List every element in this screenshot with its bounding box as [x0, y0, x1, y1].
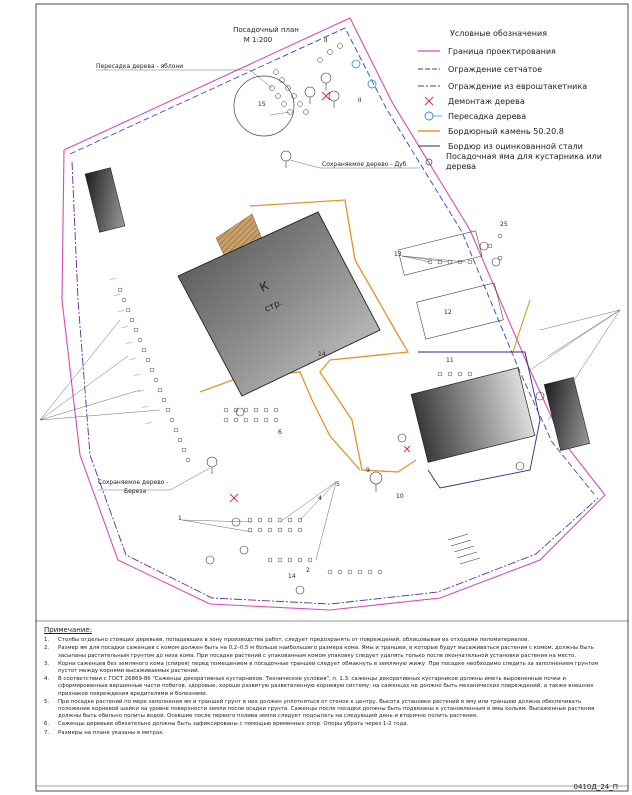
legend-label-boundary: Граница проектирования [448, 47, 556, 56]
note-number: 4. [44, 676, 50, 683]
house-subtext: стр. [263, 297, 285, 315]
border-stone-path-3 [512, 300, 530, 355]
plan-title: Посадочный план [233, 26, 299, 34]
legend-label-demolish: Демонтаж дерева [448, 97, 525, 106]
shed-dark-left [85, 168, 125, 233]
label-number-5: 5 [336, 481, 340, 488]
note-text: При посадке растений по мере заполнения ям и траншей грунт в них должен уплотняться от стенок к центру. Высота установки растений в яму или траншею должна обеспечивать положение корневой шейки на уровне поверхности земли после осадки грунта. Саженцы после посадки должны быть подвязаны к установленным в ямы кольям. Высаженные растения должны быть обильно политы водой. Осевшие после первого полива земли следует подсыпать на следующий день и вторично полить растения. [58, 698, 595, 720]
label-number-13: 13 [394, 251, 402, 258]
label-number-25: 25 [500, 221, 508, 228]
legend-item-mesh-fence [418, 65, 542, 74]
label-number-10: 10 [396, 493, 404, 500]
legend-item-steel-border [418, 142, 583, 151]
legend-label-planting-pit: Посадочная яма для кустарника или дерева [446, 152, 602, 171]
legend-label-transplant: Пересадка дерева [448, 112, 527, 121]
legend-label-steel-border: Бордюр из оцинкованной стали [448, 142, 583, 151]
label-transplant-apple: Пересадка дерева - яблони [96, 63, 184, 70]
legend [418, 29, 626, 176]
label-roman-2b: II [358, 97, 362, 104]
note-item [44, 676, 614, 698]
legend-item-euro-fence [418, 82, 587, 91]
label-roman-2a: II [324, 37, 328, 44]
legend-label-mesh-fence: Ограждение сетчатое [448, 65, 543, 74]
label-number-11: 11 [446, 357, 454, 364]
note-text: Саженцы деревьев обязательно должны быть зафиксированы с помощью временных опор. Опоры убрать через 1-2 года. [58, 721, 409, 728]
label-number-6: 6 [278, 429, 282, 436]
planting-bed-12 [417, 283, 504, 339]
legend-item-border-stone [418, 127, 564, 136]
note-number: 7. [44, 729, 50, 736]
plan-scale: М 1:200 [243, 36, 273, 44]
legend-item-demolish [425, 97, 525, 106]
legend-label-euro-fence: Ограждение из евроштакетника [448, 82, 588, 91]
note-number: 5. [44, 698, 50, 705]
planting-bed-13 [398, 231, 482, 276]
note-item [44, 637, 614, 644]
label-number-12: 12 [444, 309, 452, 316]
label-number-14: 14 [318, 351, 326, 358]
note-item [44, 699, 614, 721]
legend-item-boundary [418, 47, 556, 56]
label-number-4: 4 [318, 495, 322, 502]
note-item [44, 645, 614, 659]
house-letter: К [257, 278, 272, 295]
notes-title: Примечание: [44, 626, 93, 634]
note-number: 6. [44, 721, 50, 728]
label-number-14b: 14 [288, 573, 296, 580]
note-text: Размеры на плане указаны в метрах. [58, 729, 165, 736]
label-keep-birch-line2: Береза [124, 488, 147, 495]
main-house [178, 212, 380, 396]
label-keep-birch-line1: Сохраняемое дерево - [98, 479, 169, 486]
stairs [448, 534, 480, 564]
drawing-code: 0410Д_24_П [573, 783, 618, 791]
note-item [44, 721, 614, 728]
note-number: 2. [44, 645, 50, 652]
note-number: 1. [44, 637, 50, 644]
notes-section [44, 627, 614, 738]
label-number-15: 15 [258, 101, 266, 108]
note-text: Размер ям для посадки саженцев с комом должен быть на 0,2–0,5 м больше наибольшего размера кома. Ямы и траншеи, в которые будут высаживаться растения с комом, должны быть засыпаны растительным грунтом до низа кома. При посадке растений с упакованным комом упаковку следует удалять только после окончательной установки растения на место. [58, 645, 594, 659]
garage-right [411, 368, 535, 463]
legend-item-transplant [425, 112, 526, 121]
note-item [44, 661, 614, 675]
note-text: Корни саженцев без земляного кома (спирея) перед помещением в посадочные траншеи следует обмакнуть в земляную жижу. При посадке необходимо следить за заполнением грунтом пустот между корнями высаживаемых растений. [58, 660, 599, 675]
legend-item-planting-pit [426, 152, 626, 176]
legend-label-border-stone: Бордюрный камень 50.20.8 [448, 127, 564, 136]
note-text: Столбы отдельно стоящих деревьев, попадающих в зону производства работ, следует предохранять от повреждений, облицовывая их отходами пиломатериалов. [58, 637, 530, 644]
note-text: В соответствии с ГОСТ 26869-86 "Саженцы декоративных кустарников. Технические условия", п. 1.3: саженцы декоративных кустарников должны иметь выровненные почки и сформированные вершинные части побегов, здоровые, хорошо развитую разветвленную корневую систему; на саженцах не должно быть механических повреждений, а также внешних признаков повреждения вредителями и болезнями. [58, 676, 594, 697]
label-number-9: 9 [366, 467, 370, 474]
label-keep-oak: Сохраняемое дерево - Дуб [322, 161, 407, 168]
shed-dark-right [544, 377, 590, 450]
legend-title: Условные обозначения [450, 29, 548, 38]
note-number: 3. [44, 660, 50, 667]
label-number-1: 1 [178, 515, 182, 522]
label-number-2: 2 [306, 567, 310, 574]
note-item [44, 730, 614, 737]
